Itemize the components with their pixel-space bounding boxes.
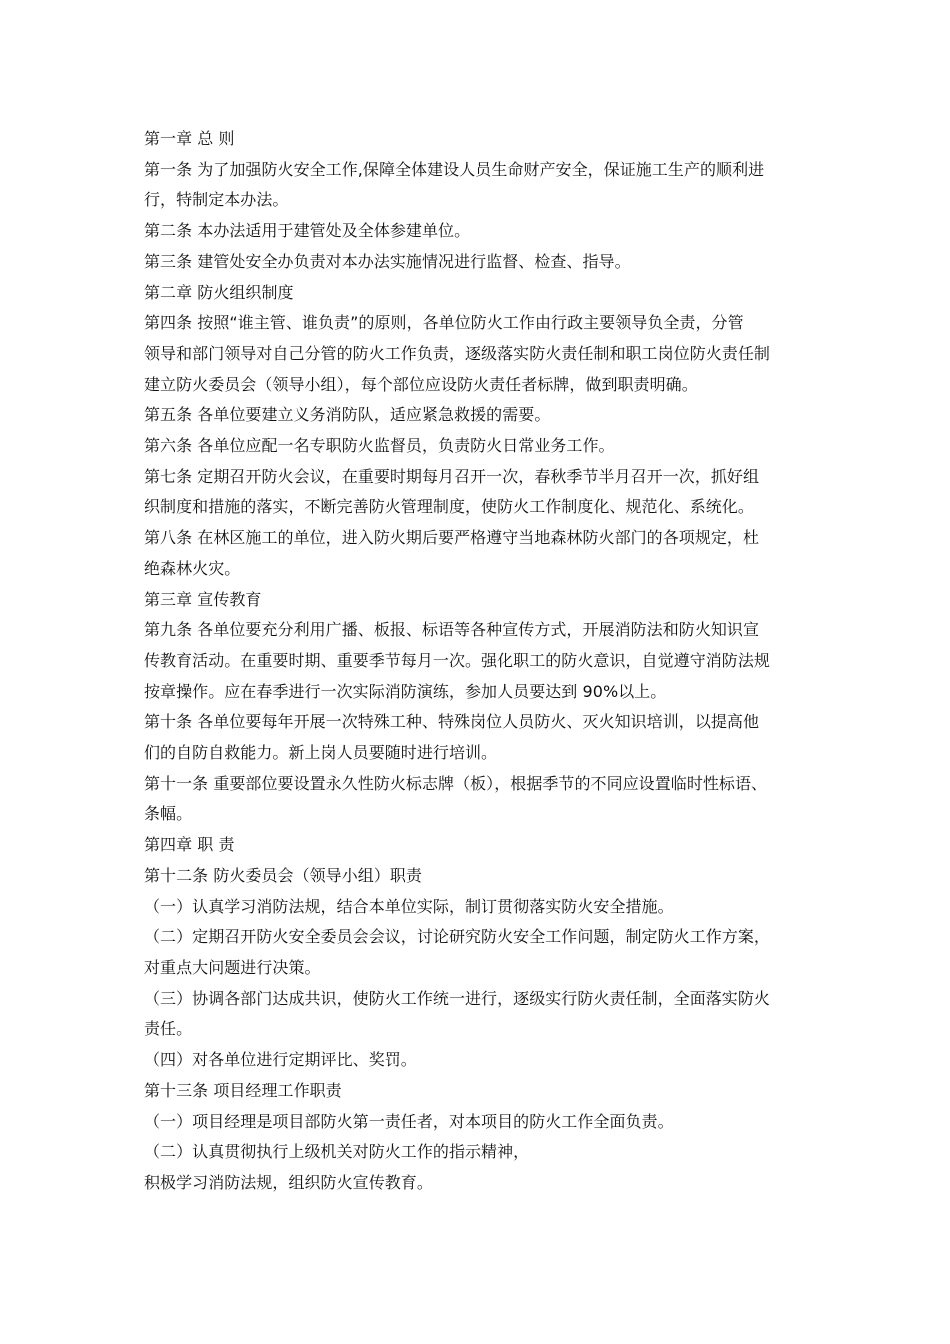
- article-12-item-2-line-2: 对重点大问题进行决策。: [144, 957, 321, 977]
- article-1-line-1: 第一条 为了加强防火安全工作,保障全体建设人员生命财产安全，保证施工生产的顺利进: [144, 159, 765, 179]
- article-12-item-3-line-2: 责任。: [144, 1019, 193, 1039]
- article-2: 第二条 本办法适用于建管处及全体参建单位。: [144, 221, 471, 241]
- article-12-item-2-line-1: （二）定期召开防火安全委员会会议，讨论研究防火安全工作问题，制定防火工作方案，: [144, 927, 770, 947]
- article-4-line-1: 第四条 按照“谁主管、谁负责”的原则，各单位防火工作由行政主要领导负全责，分管: [144, 313, 744, 333]
- article-1-line-2: 行，特制定本办法。: [144, 190, 289, 210]
- article-9-line-2: 传教育活动。在重要时期、重要季节每月一次。强化职工的防火意识，自觉遵守消防法规: [144, 650, 770, 670]
- article-12-item-1: （一）认真学习消防法规，结合本单位实际，制订贯彻落实防火安全措施。: [144, 896, 674, 916]
- article-5: 第五条 各单位要建立义务消防队，适应紧急救援的需要。: [144, 405, 551, 425]
- article-7-line-1: 第七条 定期召开防火会议，在重要时期每月召开一次，春秋季节半月召开一次，抓好组: [144, 466, 760, 486]
- document-page: [144, 124, 824, 1199]
- article-6: 第六条 各单位应配一名专职防火监督员，负责防火日常业务工作。: [144, 436, 615, 456]
- article-13-heading: 第十三条 项目经理工作职责: [144, 1080, 342, 1100]
- article-12-item-3-line-1: （三）协调各部门达成共识，使防火工作统一进行，逐级实行防火责任制，全面落实防火: [144, 988, 770, 1008]
- article-8-line-1: 第八条 在林区施工的单位，进入防火期后要严格遵守当地森林防火部门的各项规定，杜: [144, 528, 760, 548]
- article-11-line-2: 条幅。: [144, 804, 193, 824]
- article-8-line-2: 绝森林火灾。: [144, 558, 241, 578]
- article-13-item-2-line-2: 积极学习消防法规，组织防火宣传教育。: [144, 1172, 433, 1192]
- chapter-2-heading: 第二章 防火组织制度: [144, 282, 294, 302]
- article-9-line-3: 按章操作。应在春季进行一次实际消防演练，参加人员要达到 90%以上。: [144, 681, 667, 701]
- article-3: 第三条 建管处安全办负责对本办法实施情况进行监督、检查、指导。: [144, 251, 631, 271]
- article-13-item-2-line-1: （二）认真贯彻执行上级机关对防火工作的指示精神，: [144, 1142, 530, 1162]
- chapter-3-heading: 第三章 宣传教育: [144, 589, 262, 609]
- article-12-heading: 第十二条 防火委员会（领导小组）职责: [144, 865, 422, 885]
- article-9-line-1: 第九条 各单位要充分利用广播、板报、标语等各种宣传方式，开展消防法和防火知识宣: [144, 620, 760, 640]
- article-10-line-2: 们的自防自救能力。新上岗人员要随时进行培训。: [144, 743, 498, 763]
- chapter-4-heading: 第四章 职 责: [144, 835, 235, 855]
- article-4-line-2: 领导和部门领导对自己分管的防火工作负责，逐级落实防火责任制和职工岗位防火责任制: [144, 343, 770, 363]
- article-11-line-1: 第十一条 重要部位要设置永久性防火标志牌（板），根据季节的不同应设置临时性标语、: [144, 773, 768, 793]
- chapter-1-heading: 第一章 总 则: [144, 129, 235, 148]
- article-13-item-1: （一）项目经理是项目部防火第一责任者，对本项目的防火工作全面负责。: [144, 1111, 674, 1131]
- article-12-item-4: （四）对各单位进行定期评比、奖罚。: [144, 1050, 417, 1070]
- article-4-line-3: 建立防火委员会（领导小组），每个部位应设防火责任者标牌，做到职责明确。: [144, 374, 698, 394]
- article-10-line-1: 第十条 各单位要每年开展一次特殊工种、特殊岗位人员防火、灭火知识培训，以提高他: [144, 712, 760, 732]
- article-7-line-2: 织制度和措施的落实，不断完善防火管理制度，使防火工作制度化、规范化、系统化。: [144, 497, 754, 517]
